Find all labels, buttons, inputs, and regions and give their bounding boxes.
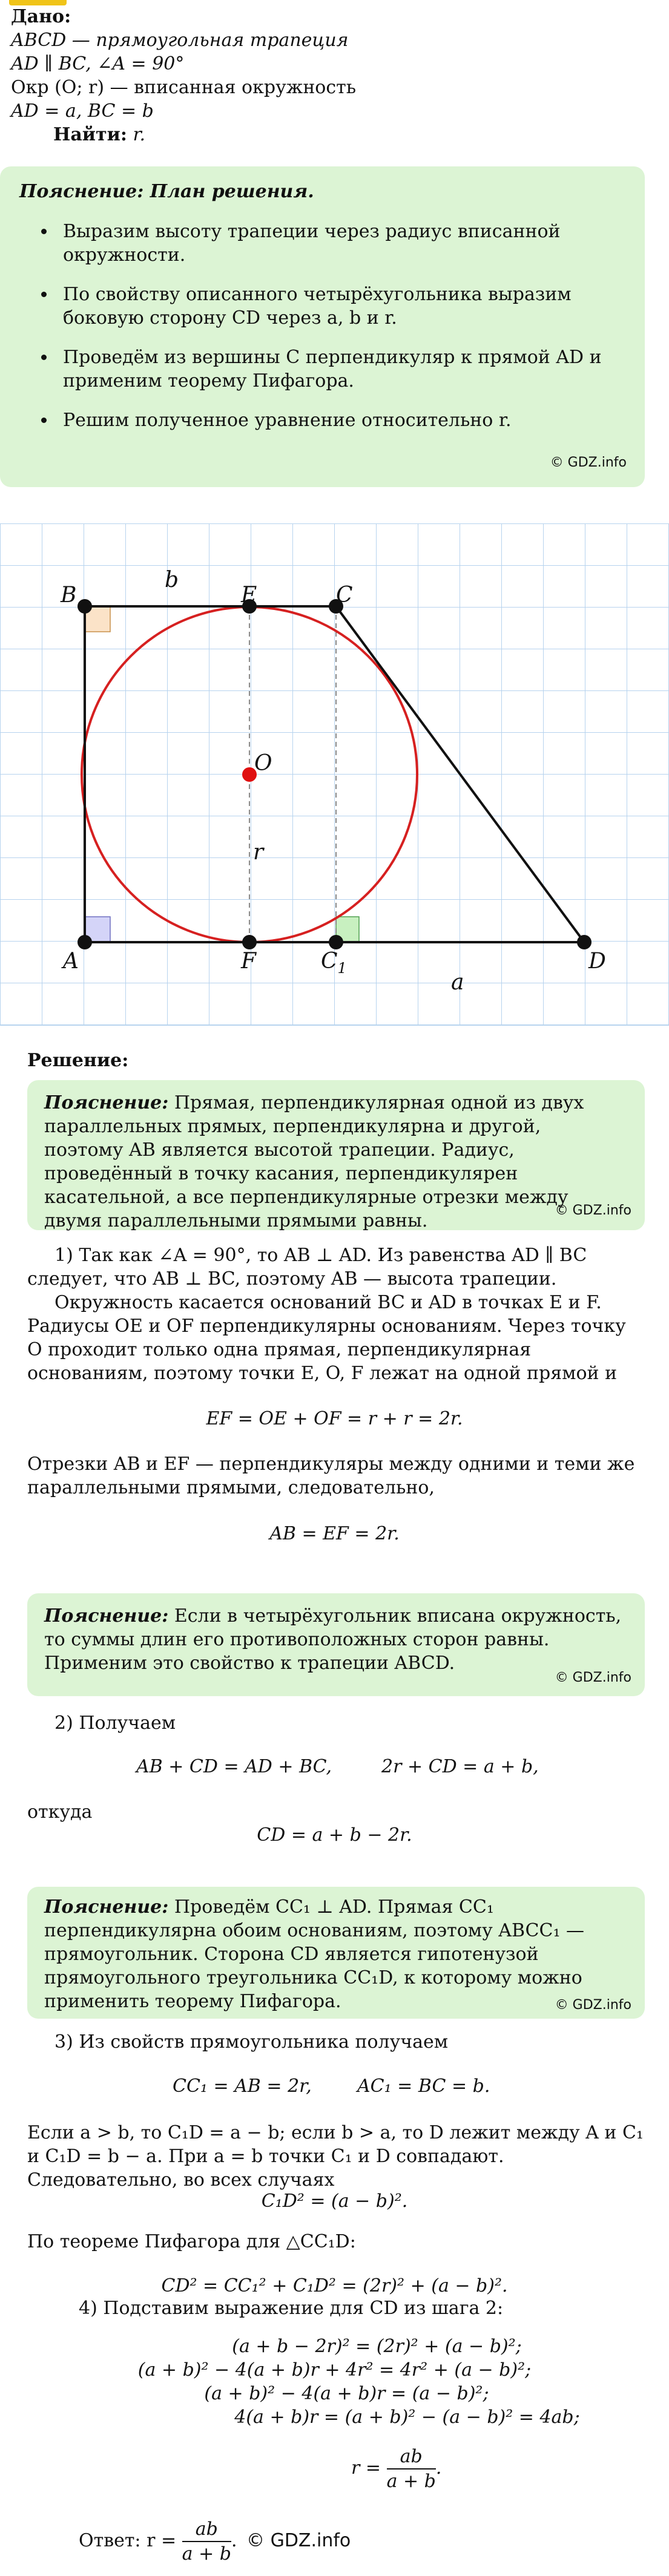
- plan-item: Решим полученное уравнение относительно r.: [36, 408, 605, 432]
- find-value: r.: [133, 124, 146, 145]
- answer-copyright: © GDZ.info: [246, 2530, 351, 2551]
- answer-fraction: [182, 2517, 231, 2566]
- step3-p1: 3) Из свойств прямоугольника получаем: [54, 2031, 449, 2053]
- step4-derivation: [0, 2335, 669, 2429]
- step2-p2: откуда: [27, 1801, 93, 1823]
- note1-body: Прямая, перпендикулярная одной из двух параллельных прямых, перпендикулярна и другой, поэтому AB является высотой трапеции. Радиус, проведённый в точку касания, перпендикулярен касательной, а все перпендикулярные отрезки между двумя параллельными прямыми равны.: [44, 1092, 584, 1231]
- step4-p1: 4) Подставим выражение для CD из шага 2:: [79, 2298, 504, 2319]
- plan-copyright: © GDZ.info: [550, 455, 627, 470]
- step1-eq1: EF = OE + OF = r + r = 2r.: [206, 1408, 463, 1429]
- point-f: [242, 935, 257, 949]
- label-f: F: [241, 949, 256, 974]
- note2-box: [27, 1593, 645, 1696]
- step3-eq1a: CC₁ = AB = 2r,: [173, 2076, 312, 2097]
- step2-eq1b: 2r + CD = a + b,: [381, 1756, 539, 1777]
- note1-box: [27, 1080, 645, 1230]
- label-c: C: [336, 583, 353, 608]
- step1-p2: Окружность касается оснований BC и AD в точках E и F. Радиусы OE и OF перпендикулярны основаниям. Через точку O проходит только одна прямая, перпендикулярная основаниям, поэтому точки E, O, F лежат на одной прямой и: [27, 1292, 626, 1384]
- step3-eq2: C₁D² = (a − b)².: [261, 2191, 408, 2212]
- solution-header: Решение:: [27, 1050, 129, 1071]
- step4-r-lhs: r =: [351, 2457, 381, 2479]
- step1-eq2: AB = EF = 2r.: [269, 1523, 400, 1544]
- label-a: A: [63, 949, 79, 974]
- step4-fraction: [387, 2445, 436, 2493]
- step4-line: (a + b)² − 4(a + b)r + 4r² = 4r² + (a − b)²;: [137, 2359, 532, 2381]
- note1-text: [44, 1091, 625, 1233]
- plan-list: [36, 220, 605, 448]
- note1-title: Пояснение:: [44, 1092, 169, 1113]
- step3-p2: Если a > b, то C₁D = a − b; если b > a, то D лежит между A и C₁ и C₁D = b − a. При a = b точки C₁ и D совпадают. Следовательно, во всех случаях: [27, 2122, 644, 2191]
- step4-fraction-num: ab: [387, 2445, 436, 2469]
- answer-fraction-num: ab: [182, 2517, 231, 2542]
- point-c1: [329, 935, 343, 949]
- step2-eq1a: AB + CD = AD + BC,: [136, 1756, 332, 1777]
- note3-box: [27, 1887, 645, 2019]
- note3-title: Пояснение:: [44, 1896, 169, 1918]
- given-line-2: AD ∥ BC, ∠A = 90°: [11, 53, 185, 74]
- point-b: [77, 599, 92, 614]
- step3-p3: По теореме Пифагора для △CC₁D:: [27, 2231, 356, 2252]
- note3-text: [44, 1895, 625, 2013]
- step4-fraction-den: a + b: [386, 2471, 436, 2492]
- step4-line: (a + b − 2r)² = (2r)² + (a − b)²;: [232, 2336, 522, 2357]
- given-line-3: Окр (O; r) — вписанная окружность: [11, 77, 357, 98]
- find-line: [11, 123, 356, 146]
- note3-copyright: © GDZ.info: [555, 1998, 631, 2013]
- label-d: D: [588, 949, 606, 974]
- point-d: [577, 935, 592, 949]
- note2-text: [44, 1604, 625, 1675]
- plan-item: Проведём из вершины C перпендикуляр к прямой AD и применим теорему Пифагора.: [36, 346, 605, 393]
- find-label: Найти:: [53, 124, 127, 145]
- step2-eq2: CD = a + b − 2r.: [257, 1824, 412, 1846]
- given-header: Дано:: [11, 6, 71, 27]
- note3-body: Проведём CC₁ ⊥ AD. Прямая CC₁ перпендикулярна обоим основаниям, поэтому ABCC₁ — прямоугольник. Сторона CD является гипотенузой прямоугольного треугольника CC₁D, к которому можно применить теорему Пифагора.: [44, 1896, 585, 2012]
- step4-line: (a + b)² − 4(a + b)r = (a − b)²;: [204, 2383, 489, 2404]
- given-line-4: AD = a, BC = b: [11, 100, 154, 122]
- answer-line: [79, 2517, 351, 2566]
- plan-box: [0, 166, 645, 487]
- label-o: O: [254, 751, 272, 776]
- step4-line: 4(a + b)r = (a + b)² − (a − b)² = 4ab;: [234, 2407, 580, 2428]
- note1-copyright: © GDZ.info: [555, 1203, 631, 1218]
- step3-eq3: CD² = CC₁² + C₁D² = (2r)² + (a − b)².: [161, 2275, 508, 2296]
- label-a-side: a: [451, 970, 464, 995]
- plan-title: Пояснение: План решения.: [19, 181, 314, 202]
- step3-eq1b: AC₁ = BC = b.: [357, 2076, 490, 2097]
- label-b: B: [61, 583, 77, 608]
- label-b-side: b: [165, 568, 179, 592]
- answer-fraction-den: a + b: [182, 2543, 231, 2565]
- plan-item: По свойству описанного четырёхугольника выразим боковую сторону CD через a, b и r.: [36, 283, 605, 330]
- trapezoid-figure: [0, 523, 669, 1026]
- label-c1: $C_1$: [321, 949, 347, 977]
- answer-end: .: [231, 2530, 237, 2551]
- note2-title: Пояснение:: [44, 1605, 169, 1627]
- step4-r-end: .: [435, 2457, 442, 2479]
- step2-p1: 2) Получаем: [54, 1712, 176, 1734]
- note2-body: Если в четырёхугольник вписана окружность, то суммы длин его противоположных сторон равны. Применим это свойство к трапеции ABCD.: [44, 1605, 622, 1674]
- plan-item: Выразим высоту трапеции через радиус вписанной окружности.: [36, 220, 605, 267]
- given-line-1: ABCD — прямоугольная трапеция: [11, 30, 349, 51]
- step1-p1: 1) Так как ∠A = 90°, то AB ⊥ AD. Из равенства AD ∥ BC следует, что AB ⊥ BC, поэтому AB — высота трапеции.: [27, 1245, 587, 1290]
- point-a: [77, 935, 92, 949]
- label-r: r: [253, 840, 264, 865]
- step1-p3: Отрезки AB и EF — перпендикуляры между одними и теми же параллельными прямыми, следовательно,: [27, 1454, 635, 1498]
- step4-result: [351, 2445, 441, 2493]
- given-block: [11, 5, 356, 146]
- answer-label: Ответ: r =: [79, 2530, 177, 2551]
- label-e: E: [241, 583, 257, 608]
- note2-copyright: © GDZ.info: [555, 1670, 631, 1685]
